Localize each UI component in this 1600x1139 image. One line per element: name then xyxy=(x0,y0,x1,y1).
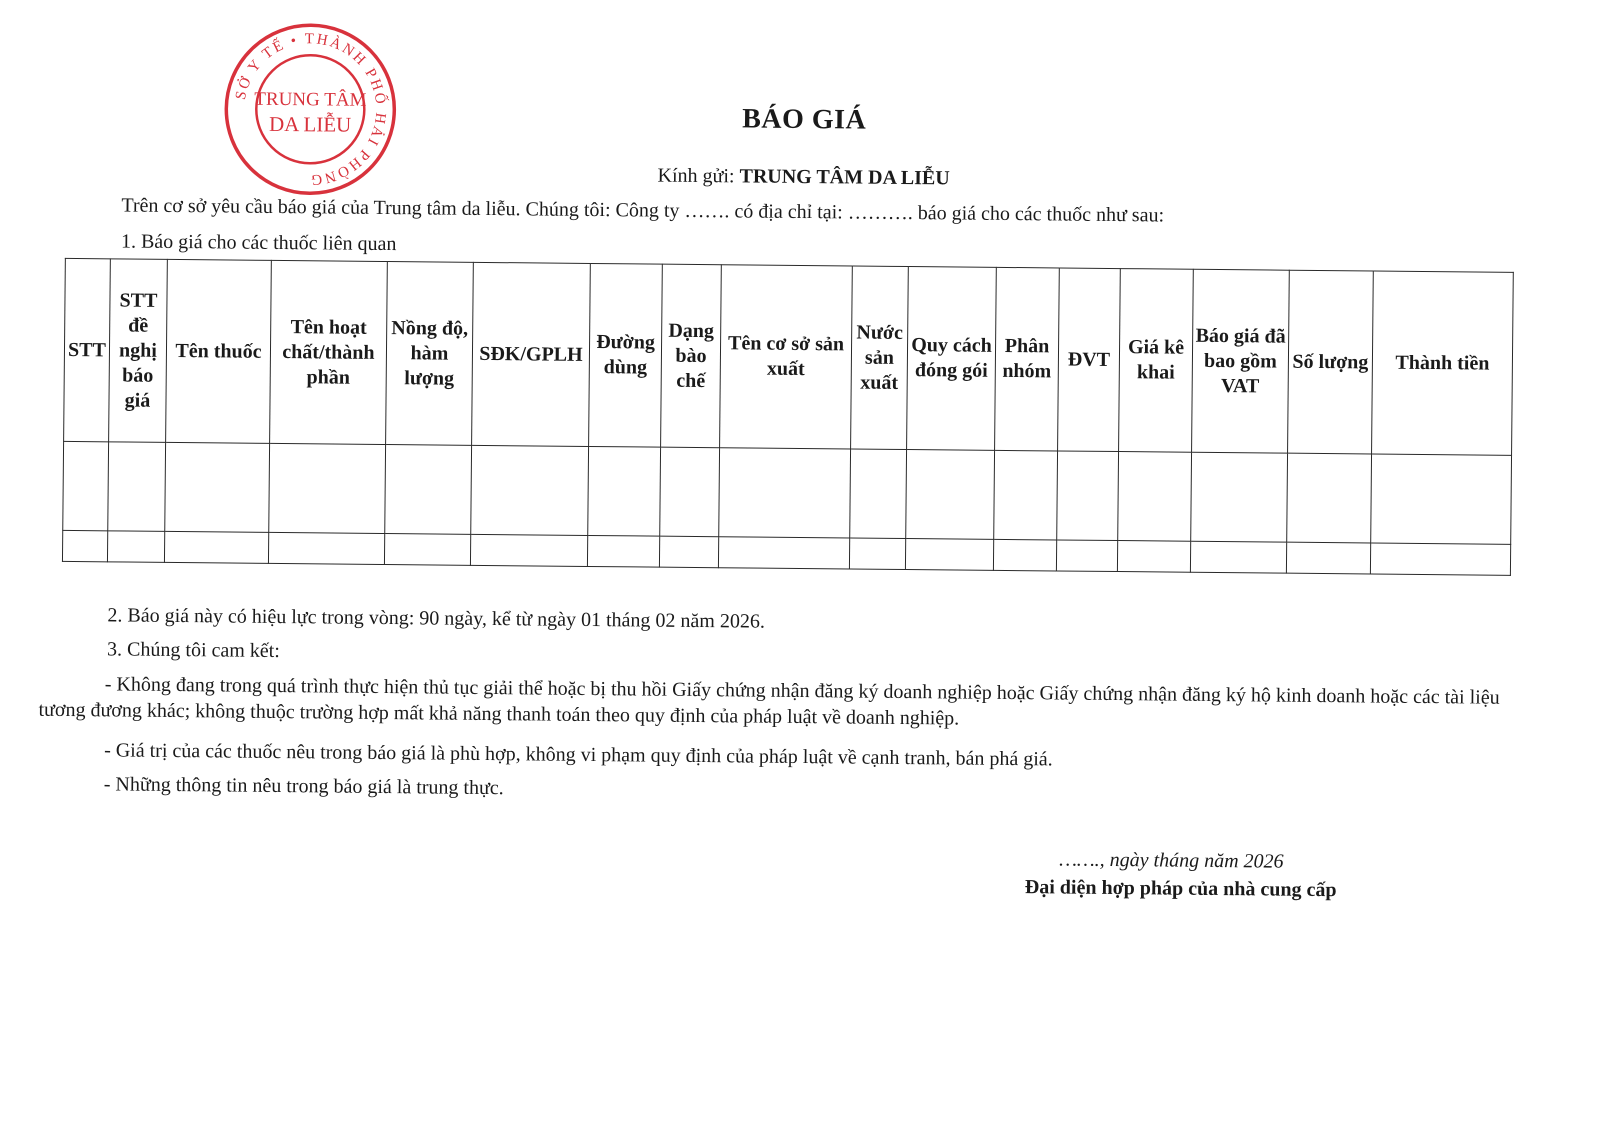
col-header: Nồng độ, hàm lượng xyxy=(386,262,474,446)
table-cell xyxy=(660,447,720,537)
table-cell xyxy=(1370,543,1510,575)
col-header: ĐVT xyxy=(1058,268,1121,452)
table-cell xyxy=(993,539,1056,571)
table-cell xyxy=(1286,542,1370,574)
stamp-center-line1: TRUNG TÂM xyxy=(254,88,367,111)
col-header: Quy cách đóng gói xyxy=(907,267,997,451)
table-row xyxy=(63,441,1512,544)
stamp-ring-text: SỞ Y TẾ • THÀNH PHỐ HẢI PHÒNG xyxy=(232,31,389,188)
table-cell xyxy=(849,538,905,570)
col-header: Tên cơ sở sản xuất xyxy=(720,265,853,449)
col-header: Đường dùng xyxy=(589,263,663,447)
commitment-item: - Giá trị của các thuốc nêu trong báo giá là phù hợp, không vi phạm quy định của pháp luật về cạnh tranh, bán phá giá. xyxy=(104,739,1053,771)
table-cell xyxy=(107,531,164,563)
col-header: Tên thuốc xyxy=(166,259,272,443)
recipient-name: TRUNG TÂM DA LIỄU xyxy=(739,165,950,190)
document-title: BÁO GIÁ xyxy=(742,103,867,136)
table-cell xyxy=(588,446,661,536)
col-header: Phân nhóm xyxy=(995,267,1060,451)
col-header: SĐK/GPLH xyxy=(472,262,591,446)
table-cell xyxy=(385,445,472,535)
recipient-prefix: Kính gửi: xyxy=(657,164,740,188)
table-cell xyxy=(1056,540,1117,572)
table-cell xyxy=(1191,452,1288,542)
signature-date: ……., ngày tháng năm 2026 xyxy=(1059,848,1284,873)
stamp-center-line2: DA LIỄU xyxy=(268,111,352,137)
table-cell xyxy=(905,539,993,571)
col-header: Tên hoạt chất/thành phần xyxy=(270,260,388,444)
col-header: Dạng bào chế xyxy=(661,264,722,448)
table-cell xyxy=(718,537,849,569)
table-cell xyxy=(470,534,587,566)
table-cell xyxy=(63,441,109,530)
section-3-heading: 3. Chúng tôi cam kết: xyxy=(107,638,280,663)
signature-title: Đại diện hợp pháp của nhà cung cấp xyxy=(1024,876,1337,902)
table-cell xyxy=(1057,451,1119,541)
section-2-validity: 2. Báo giá này có hiệu lực trong vòng: 90 ngày, kể từ ngày 01 tháng 02 năm 2026. xyxy=(107,604,765,633)
table-cell xyxy=(269,443,386,533)
table-cell xyxy=(268,532,384,564)
section-1-heading: 1. Báo giá cho các thuốc liên quan xyxy=(120,230,397,256)
col-header: Số lượng xyxy=(1288,270,1374,454)
table-cell xyxy=(587,535,659,567)
table-cell xyxy=(1117,541,1190,573)
quotation-table xyxy=(62,258,1514,576)
col-header: Giá kê khai xyxy=(1119,269,1194,453)
table-cell xyxy=(1287,453,1372,543)
table-cell xyxy=(384,534,470,566)
intro-paragraph: Trên cơ sở yêu cầu báo giá của Trung tâm da liễu. Chúng tôi: Công ty ……. có địa chỉ tại: ………. báo giá cho các thuốc như sau: xyxy=(121,194,1165,227)
table-cell xyxy=(1190,541,1286,573)
table-header-row xyxy=(64,258,1514,455)
table-cell xyxy=(108,442,166,532)
table-cell xyxy=(471,445,589,535)
table-cell xyxy=(906,450,995,540)
table-cell xyxy=(1118,452,1192,542)
col-header: Báo giá đã bao gồm VAT xyxy=(1192,269,1290,453)
table-cell xyxy=(165,442,270,532)
table-cell xyxy=(719,448,851,538)
col-header: Nước sản xuất xyxy=(851,266,909,450)
col-header: Thành tiền xyxy=(1372,271,1514,455)
table-cell xyxy=(1371,454,1512,544)
table-cell xyxy=(659,536,718,568)
commitment-item: - Những thông tin nêu trong báo giá là trung thực. xyxy=(103,773,504,800)
col-header: STT xyxy=(64,258,111,441)
table-cell xyxy=(994,450,1058,540)
table-cell xyxy=(850,449,907,539)
col-header: STT đề nghị báo giá xyxy=(109,259,168,443)
commitment-item: - Không đang trong quá trình thực hiện thủ tục giải thể hoặc bị thu hồi Giấy chứng nhận đăng ký doanh nghiệp hoặc Giấy chứng nhận đăng ký hộ kinh doanh hoặc các tài liệu tương đương khác; không thuộc trường hợp mất khả năng thanh toán theo quy định của pháp luật về doanh nghiệp. xyxy=(38,673,1500,730)
table-cell xyxy=(164,531,268,563)
table-cell xyxy=(62,530,107,561)
